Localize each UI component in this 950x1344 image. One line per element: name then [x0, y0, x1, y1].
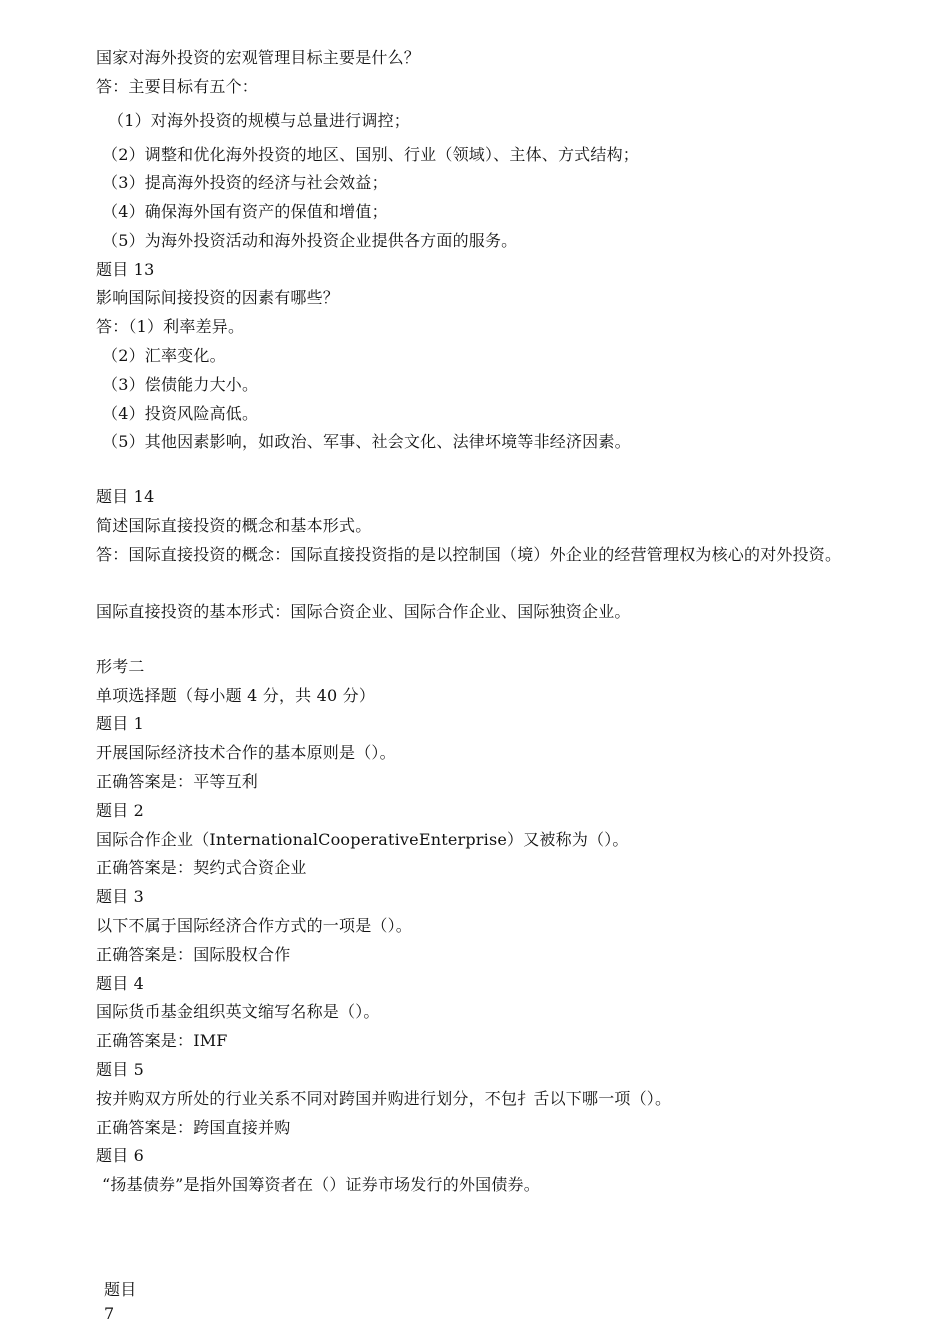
- question-title: 开展国际经济技术合作的基本原则是（）。: [96, 743, 396, 762]
- correct-answer: 正确答案是：契约式合资企业: [96, 858, 307, 877]
- question-number: 题目 6: [96, 1146, 145, 1165]
- question-number: 题目 4: [96, 974, 145, 993]
- correct-answer: 正确答案是：IMF: [96, 1031, 228, 1050]
- question-title: 国际货币基金组织英文缩写名称是（）。: [96, 1002, 380, 1021]
- question-title: 以下不属于国际经济合作方式的一项是（）。: [96, 916, 413, 935]
- answer-paragraph: 国际直接投资的基本形式：国际合资企业、国际合作企业、国际独资企业。: [96, 602, 631, 621]
- question-number: 题目 3: [96, 887, 145, 906]
- correct-answer: 正确答案是：国际股权合作: [96, 945, 291, 964]
- question-title: “扬基债券”是指外国筹资者在（）证券市场发行的外国债券。: [102, 1175, 540, 1194]
- answer-item: （4）投资风险高低。: [102, 404, 259, 423]
- answer-item: （1）对海外投资的规模与总量进行调控；: [108, 111, 410, 130]
- question-title: 简述国际直接投资的概念和基本形式。: [96, 516, 372, 535]
- question-number: 题目 5: [96, 1060, 145, 1079]
- answer-item: （5）为海外投资活动和海外投资企业提供各方面的服务。: [102, 231, 518, 250]
- answer-item: （3）提高海外投资的经济与社会效益；: [102, 173, 388, 192]
- answer-intro: 答：（1）利率差异。: [96, 317, 245, 336]
- question-number-continued: 7: [104, 1304, 115, 1323]
- question-title: 国际合作企业（InternationalCooperativeEnterprise）又被称为（）。: [96, 830, 629, 849]
- section-subtitle: 单项选择题（每小题 4 分，共 40 分）: [96, 686, 376, 705]
- question-title: 影响国际间接投资的因素有哪些？: [96, 288, 340, 307]
- question-number: 题目 14: [96, 487, 155, 506]
- question-number: 题目 1: [96, 714, 145, 733]
- answer-paragraph: 答：国际直接投资的概念：国际直接投资指的是以控制国（境）外企业的经营管理权为核心的对外投资。: [96, 545, 842, 564]
- answer-item: （2）汇率变化。: [102, 346, 226, 365]
- answer-item: （4）确保海外国有资产的保值和增值；: [102, 202, 388, 221]
- question-title: 国家对海外投资的宏观管理目标主要是什么？: [96, 48, 421, 67]
- correct-answer: 正确答案是：平等互利: [96, 772, 259, 791]
- answer-item: （3）偿债能力大小。: [102, 375, 259, 394]
- question-number: 题目: [104, 1280, 137, 1299]
- answer-intro: 答：主要目标有五个：: [96, 77, 259, 96]
- answer-item: （5）其他因素影响，如政治、军事、社会文化、法律坏境等非经济因素。: [102, 432, 631, 451]
- answer-item: （2）调整和优化海外投资的地区、国别、行业（领域）、主体、方式结构；: [102, 145, 639, 164]
- correct-answer: 正确答案是：跨国直接并购: [96, 1118, 291, 1137]
- section-title: 形考二: [96, 657, 145, 676]
- question-number: 题目 13: [96, 260, 155, 279]
- question-number: 题目 2: [96, 801, 145, 820]
- question-title: 按并购双方所处的行业关系不同对跨国并购进行划分，不包扌舌以下哪一项（）。: [96, 1089, 672, 1108]
